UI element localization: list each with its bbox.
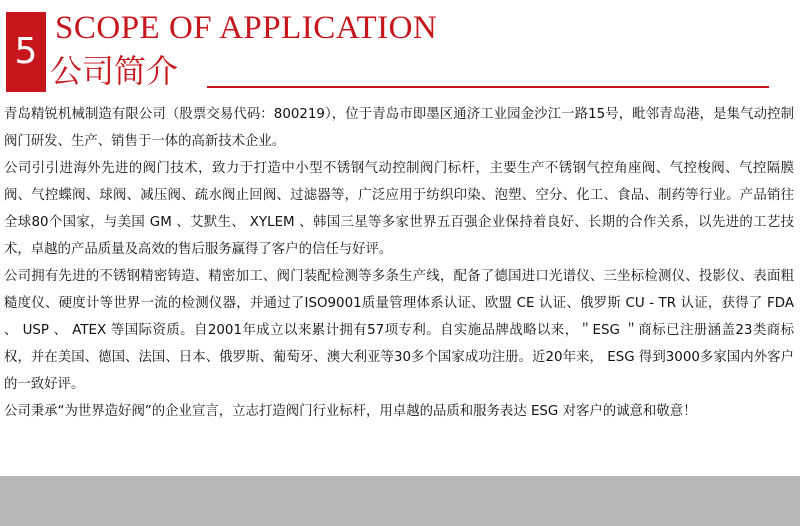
section-title-chinese: 公司简介: [50, 52, 179, 90]
section-title-english: SCOPE OF APPLICATION: [55, 10, 438, 46]
footer-gray-band: [0, 476, 800, 526]
paragraph-company-motto: 公司秉承“为世界造好阀”的企业宣言，立志打造阀门行业标杆，用卓越的品质和服务表达 ESG 对客户的诚意和敬意！: [4, 404, 697, 419]
paragraph-production-and-certification: 公司拥有先进的不锈钢精密铸造、精密加工、阀门装配检测等多条生产线，配备了德国进口光谱仪、三坐标检测仪、投影仪、表面粗糙度仪、硬度计等世界一流的检测仪器，并通过了ISO9001质量管理体系认证、欧盟 CE 认证、俄罗斯 CU - TR 认证，获得了 FDA 、 USP 、 ATEX 等国际资质。自2001年成立以来累计拥有57项专利。自实施品牌战略以来，＂ESG ＂商标已注册涵盖23类商标权，并在美国、德国、法国、日本、俄罗斯、葡萄牙、澳大利亚等30多个国家成功注册。近20年来， ESG 得到3000多家国内外客户的一致好评。: [4, 269, 794, 392]
title-underline-divider: [207, 86, 769, 88]
paragraph-products-and-partners: 公司引引进海外先进的阀门技术，致力于打造中小型不锈钢气动控制阀门标杆，主要生产不锈钢气控角座阀、气控梭阀、气控隔膜阀、气控蝶阀、球阀、减压阀、疏水阀止回阀、过滤器等，广泛应用于纺织印染、泡塑、空分、化工、食品、制药等行业。产品销往全球80个国家，与美国 GM 、艾默生、 XYLEM 、韩国三星等多家世界五百强企业保持着良好、长期的合作关系，以先进的工艺技术，卓越的产品质量及高效的售后服务赢得了客户的信任与好评。: [4, 161, 794, 257]
company-introduction-text: [4, 101, 794, 425]
section-number-badge: 5: [6, 12, 46, 92]
paragraph-company-overview: 青岛精锐机械制造有限公司（股票交易代码：800219），位于青岛市即墨区通济工业园金沙江一路15号，毗邻青岛港，是集气动控制阀门研发、生产、销售于一体的高新技术企业。: [4, 107, 794, 149]
